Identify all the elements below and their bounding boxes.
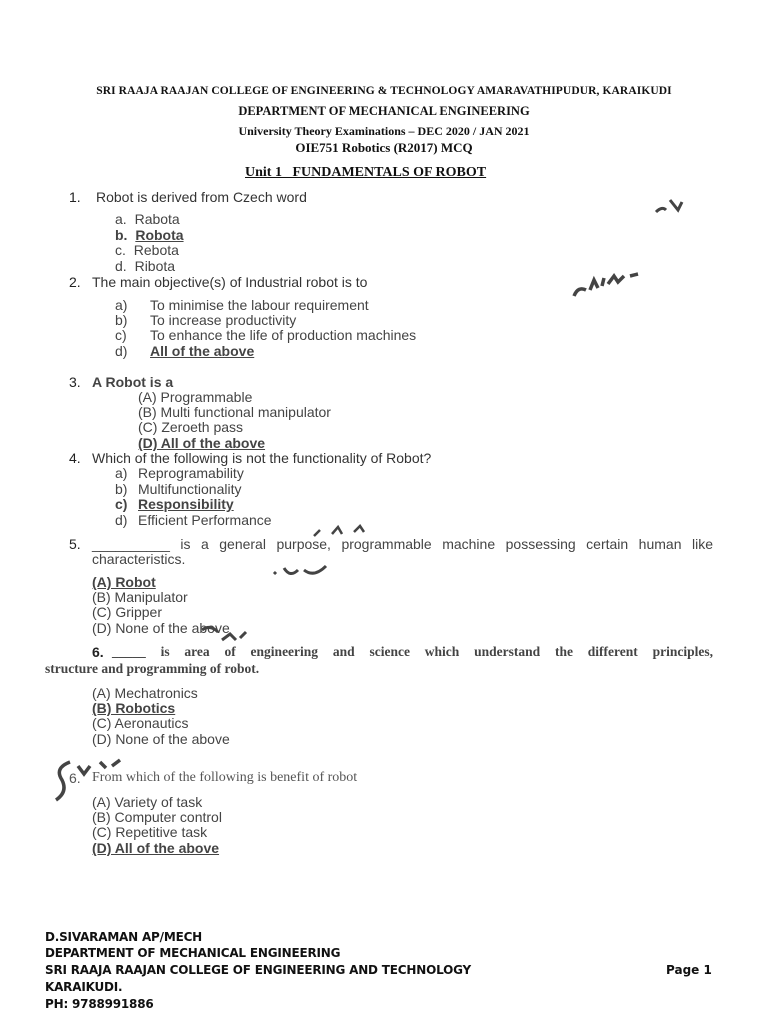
question-3-option-c: (C) Zeroeth pass [138, 419, 244, 435]
question-5-text-line2: characteristics. [92, 551, 186, 567]
question-4-number: 4. [69, 450, 81, 466]
question-7-option-b: (B) Computer control [92, 809, 222, 825]
question-2-text: The main objective(s) of Industrial robot is to [92, 274, 368, 290]
question-6-number: 6. [92, 644, 104, 660]
question-5-option-b: (B) Manipulator [92, 589, 188, 605]
question-4-option-a: a) Reprogramability [115, 465, 244, 481]
footer-city: KARAIKUDI. [45, 980, 123, 994]
question-5-option-c: (C) Gripper [92, 604, 163, 620]
scribble-mark-5 [196, 620, 256, 646]
question-1-option-a: a. Rabota [115, 211, 180, 227]
course-title: OIE751 Robotics (R2017) MCQ [295, 140, 473, 155]
question-3-option-a: (A) Programmable [138, 389, 253, 405]
question-4-text: Which of the following is not the functionality of Robot? [92, 450, 432, 466]
question-6-text-line2: structure and programming of robot. [45, 661, 260, 676]
scribble-mark-3 [310, 524, 374, 538]
footer-author: D.SIVARAMAN AP/MECH [45, 930, 203, 944]
question-7-option-d: (D) All of the above [92, 840, 220, 856]
question-7-text: From which of the following is benefit of robot [92, 770, 358, 785]
question-1-option-b: b. Robota [115, 227, 184, 243]
question-6-option-a: (A) Mechatronics [92, 685, 198, 701]
department-title: DEPARTMENT OF MECHANICAL ENGINEERING [238, 104, 530, 118]
footer-college: SRI RAAJA RAAJAN COLLEGE OF ENGINEERING AND TECHNOLOGY [45, 963, 471, 977]
question-2-option-c: c) To enhance the life of production machines [115, 327, 417, 343]
question-4-option-c: c) Responsibility [115, 496, 234, 512]
question-7-option-a: (A) Variety of task [92, 794, 203, 810]
question-5-number: 5. [69, 536, 81, 552]
question-5-text-line1: __________ is a general purpose, programmable machine possessing certain human like [92, 536, 713, 552]
question-5-option-a: (A) Robot [92, 574, 156, 590]
question-3-number: 3. [69, 374, 81, 390]
college-title: SRI RAAJA RAAJAN COLLEGE OF ENGINEERING & TECHNOLOGY AMARAVATHIPUDUR, KARAIKUDI [96, 85, 672, 97]
question-1-number: 1. [69, 189, 81, 205]
question-3-option-d: (D) All of the above [138, 435, 266, 451]
footer-phone: PH: 9788991886 [45, 997, 154, 1011]
page-number: Page 1 [666, 963, 712, 977]
footer-department: DEPARTMENT OF MECHANICAL ENGINEERING [45, 946, 341, 960]
question-2-option-a: a) To minimise the labour requirement [115, 297, 369, 313]
question-4-option-d: d) Efficient Performance [115, 512, 272, 528]
question-7-number: 6. [69, 770, 81, 786]
scribble-mark-6 [48, 758, 132, 806]
question-5-option-d: (D) None of the above [92, 620, 230, 636]
scribble-mark-4 [270, 558, 334, 580]
question-6-option-d: (D) None of the above [92, 731, 230, 747]
question-6-text-line1: _____ is area of engineering and science which understand the different principles, [112, 644, 713, 659]
question-4-option-b: b) Multifunctionality [115, 481, 242, 497]
scribble-mark-2 [570, 270, 642, 300]
exam-title: University Theory Examinations – DEC 2020 / JAN 2021 [238, 124, 530, 138]
question-3-text: A Robot is a [92, 374, 174, 390]
question-3-option-b: (B) Multi functional manipulator [138, 404, 331, 420]
question-1-text: Robot is derived from Czech word [96, 189, 307, 205]
question-2-option-b: b) To increase productivity [115, 312, 297, 328]
unit-heading: Unit 1 FUNDAMENTALS OF ROBOT [245, 165, 487, 180]
scribble-mark-1 [652, 196, 688, 218]
question-6-option-c: (C) Aeronautics [92, 715, 189, 731]
question-7-option-c: (C) Repetitive task [92, 824, 208, 840]
question-2-option-d: d) All of the above [115, 343, 255, 359]
question-1-option-d: d. Ribota [115, 258, 176, 274]
question-2-number: 2. [69, 274, 81, 290]
question-6-option-b: (B) Robotics [92, 700, 176, 716]
question-1-option-c: c. Rebota [115, 242, 179, 258]
